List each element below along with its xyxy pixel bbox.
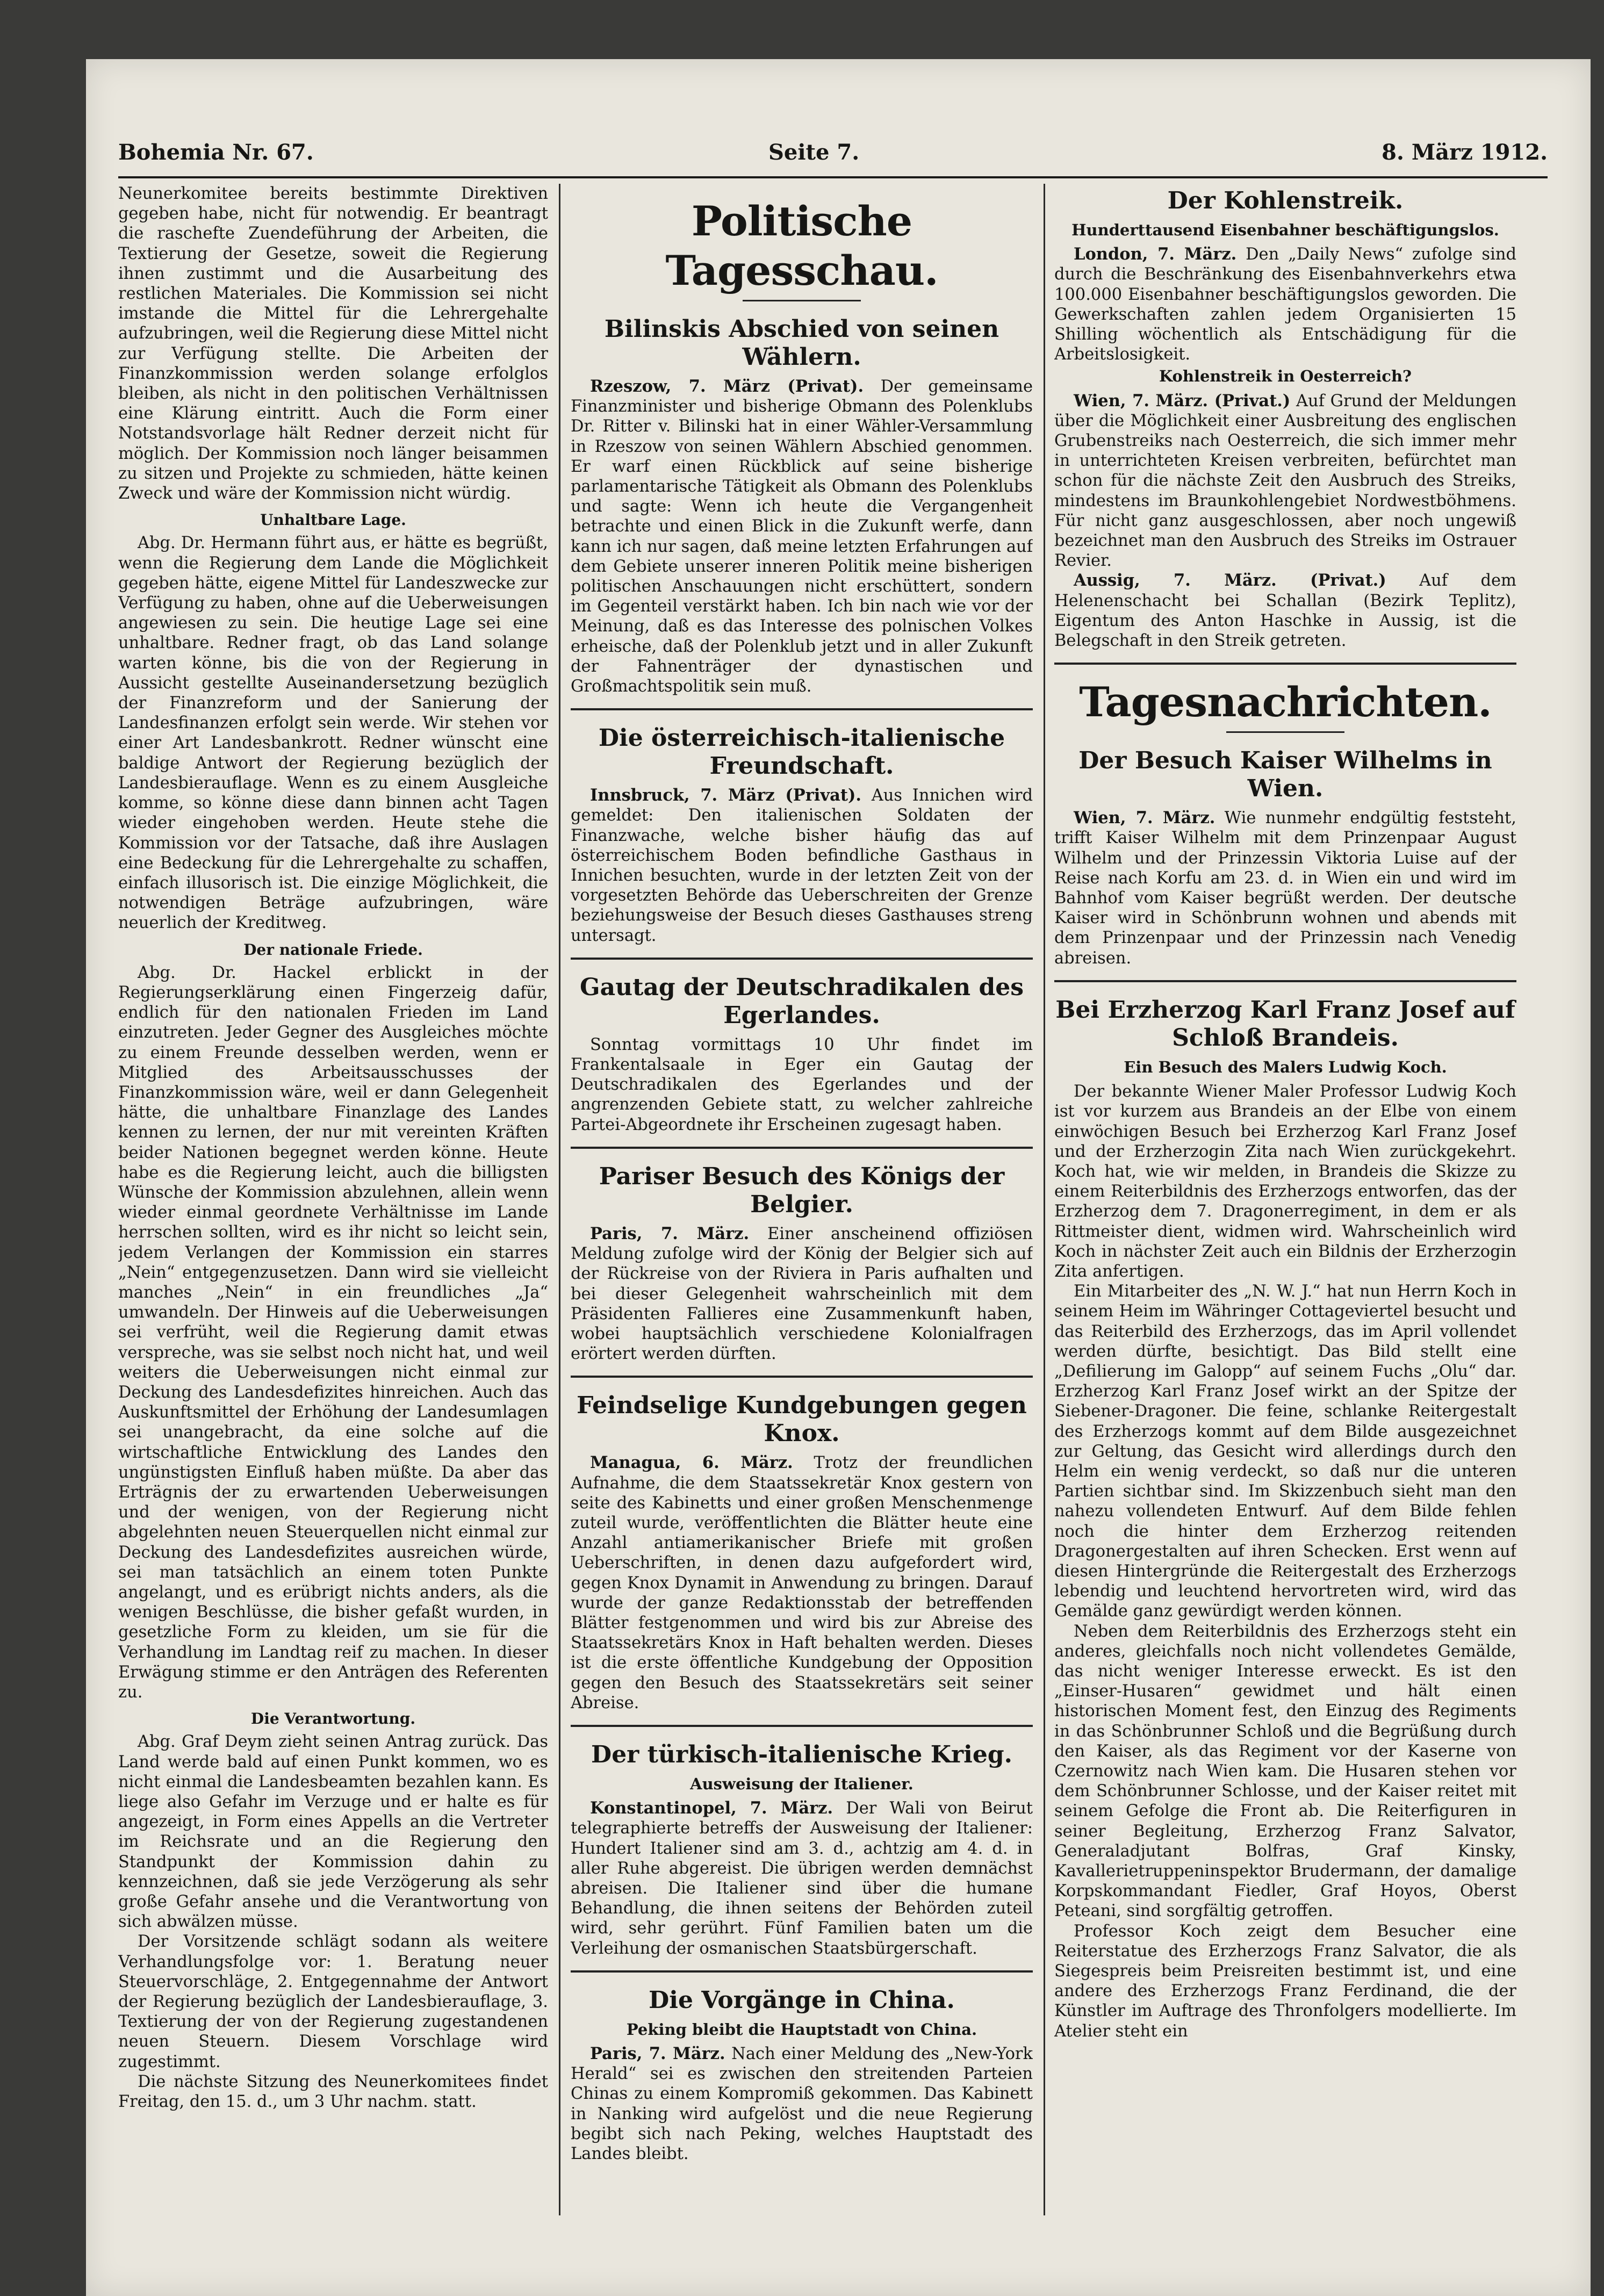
section-title: Tagesnachrichten. bbox=[1079, 678, 1492, 726]
column-middle bbox=[571, 184, 1033, 2215]
section-subheading: Der nationale Friede. bbox=[243, 940, 423, 959]
article-headline: Die österreichisch-italienische Freundschaft. bbox=[598, 724, 1005, 780]
article-rule bbox=[571, 1376, 1033, 1378]
article-text: Sonntag vormittags 10 Uhr findet im Frankentalsaale in Eger ein Gautag der Deutschradikalen des Egerlandes und der angrenzenden Gebiete statt, zu welcher zahlreiche Partei-Abgeordnete ihr Erscheinen zugesagt haben. bbox=[571, 1035, 1033, 1134]
article-headline: Der Besuch Kaiser Wilhelms in Wien. bbox=[1078, 747, 1492, 803]
issue-date: 8. März 1912. bbox=[1382, 140, 1548, 165]
paragraph: Der bekannte Wiener Maler Professor Ludwig Koch ist vor kurzem aus Brandeis an der Elbe von einem einwöchigen Besuch bei Erzherzog Karl Franz Josef und der Erzherzogin Zita nach Wien zurückgekehrt. Koch hat, wie wir melden, in Brandeis die Skizze zu einem Reiterbildnis des Erzherzogs entworfen, das der Erzherzog dem 7. Dragonerregiment, in dem er als Rittmeister dient, widmen wird. Wahrscheinlich wird Koch in nächster Zeit auch ein Bildnis der Erzherzogin Zita anfertigen. bbox=[1054, 1082, 1516, 1281]
article-text: Aus Innichen wird gemeldet: Den italienischen Soldaten der Finanzwache, welche bisher häufig das auf österreichischem Boden befindliche Gasthaus in Innichen besuchten, wurde in der letzten Zeit von der vorgesetzten Behörde das Ueberschreiten der Grenze beziehungsweise der Besuch dieses Gasthauses streng untersagt. bbox=[571, 786, 1033, 945]
paragraph: Die nächste Sitzung des Neunerkomitees findet Freitag, den 15. d., um 3 Uhr nachm. statt. bbox=[118, 2072, 548, 2112]
newspaper-page bbox=[86, 59, 1591, 2296]
dateline: Konstantinopel, 7. März. bbox=[590, 1798, 833, 1818]
article-text: Der Wali von Beirut telegraphierte betreffs der Ausweisung der Italiener: Hundert Italiener sind am 3. d., achtzig am 4. d. in aller Ruhe abgereist. Die übrigen werden demnächst abreisen. Die Italiener sind über die humane Behandlung, die ihnen seitens der Behörden zuteil wird, sehr gerührt. Fünf Familien baten um die Verleihung der osmanischen Staatsbürgerschaft. bbox=[571, 1799, 1033, 1958]
paragraph: Abg. Dr. Hermann führt aus, er hätte es begrüßt, wenn die Regierung dem Lande die Möglichkeit gegeben hätte, eigene Mittel für Landeszwecke zur Verfügung zu haben, ohne auf die Ueberweisungen angewiesen zu sein. Die heutige Lage sei eine unhaltbare. Redner fragt, ob das Land solange warten könne, bis die von der Regierung in Aussicht gestellte Auseinandersetzung bezüglich der Finanzreform und der Sanierung der Landesfinanzen erfolgt sein werde. Wir stehen vor einer Art Landesbankrott. Redner wünscht eine baldige Antwort der Regierung bezüglich der Landesbierauflage. Wenn es zu einem Ausgleiche komme, so könne diese dann binnen acht Tagen wieder eingehoben werden. Heute stehe die Kommission vor der Tatsache, daß ihre Auslagen eine Bedeckung für die Lehrergehalte zu schaffen, einfach illusorisch ist. Die einzige Möglichkeit, die notwendigen Beträge aufzubringen, wäre neuerlich der Kreditweg. bbox=[118, 534, 548, 933]
dateline: Aussig, 7. März. (Privat.) bbox=[1074, 571, 1386, 591]
title-rule bbox=[1226, 731, 1344, 733]
column-divider bbox=[559, 184, 560, 2215]
article-headline: Bei Erzherzog Karl Franz Josef auf Schloß Brandeis. bbox=[1055, 996, 1515, 1052]
title-rule bbox=[743, 300, 861, 301]
paragraph: Abg. Dr. Hackel erblickt in der Regierungserklärung einen Fingerzeig dafür, endlich für den nationalen Frieden im Land einzutreten. Jeder Gegner des Ausgleiches möchte zu einem Freunde desselben werden, wenn er Mitglied des Arbeitsausschusses der Finanzkommission wäre, weil er dann Gelegenheit hätte, die unhaltbare Finanzlage des Landes kennen zu lernen, der nur mit vereinten Kräften beider Nationen begegnet werden könne. Heute habe es die Regierung leicht, auch die billigsten Wünsche der Kommission abzulehnen, allein wenn wieder einmal geordnete Verhältnisse im Lande herrschen sollten, wird es ihr nicht so leicht sein, jedem Verlangen der Kommission ein starres „Nein“ entgegenzusetzen. Dann wird sie vielleicht manches „Nein“ in ein freundliches „Ja“ umwandeln. Der Hinweis auf die Ueberweisungen sei verfrüht, weil die Regierung damit etwas verspreche, was sie selbst noch nicht hat, und weil weiters die Ueberweisungen nicht einmal zur Deckung des Landesdefizites hinreichen. Auch das Auskunftsmittel der Erhöhung der Landesumlagen sei unangebracht, da eine solche auf die wirtschaftliche Entwicklung des Landes den ungünstigsten Einfluß haben müßte. Da aber das Erträgnis der zu erwartenden Ueberweisungen und der wenigen, von der Regierung nicht abgelehnten neuen Steuerquellen nicht einmal zur Deckung des Landesdefizites ausreichen würde, sei man tatsächlich an einem toten Punkte angelangt, und es erübrigt nichts anders, als die wenigen Beschlüsse, die bisher gefaßt wurden, in gesetzliche Form zu kleiden, um sie für die Verhandlung im Landtag reif zu machen. In dieser Erwägung stimme er den Anträgen des Referenten zu. bbox=[118, 963, 548, 1702]
paragraph: Abg. Graf Deym zieht seinen Antrag zurück. Das Land werde bald auf einen Punkt kommen, wo es nicht einmal die Landesbeamten bezahlen kann. Es liege also Gefahr im Verzuge und er halte es für angezeigt, in Form eines Appells an die Vertreter im Reichsrate und an die Regierung den Standpunkt der Kommission dahin zu kennzeichnen, daß sie jede Verzögerung als sehr große Gefahr ansehe und die Verantwortung von sich abwälzen müsse. bbox=[118, 1732, 548, 1932]
article-headline: Feindselige Kundgebungen gegen Knox. bbox=[577, 1392, 1027, 1448]
article-rule bbox=[571, 1147, 1033, 1149]
article-subheading: Peking bleibt die Hauptstadt von China. bbox=[626, 2020, 977, 2039]
article-headline: Pariser Besuch des Königs der Belgier. bbox=[599, 1162, 1005, 1218]
paragraph: Ein Mitarbeiter des „N. W. J.“ hat nun Herrn Koch in seinem Heim im Währinger Cottageviertel besucht und das Reiterbild des Erzherzogs, das im April vollendet werden dürfte, besichtigt. Das Bild stellt eine „Defilierung im Galopp“ auf seinem Fuchs „Olu“ dar. Erzherzog Karl Franz Josef wirkt an der Spitze der Siebener-Dragoner. Die feine, schlanke Reitergestalt des Erzherzogs kommt auf dem Bilde ausgezeichnet zur Geltung, das Gesicht wird allerdings durch den Helm ein wenig verdeckt, so daß nur die unteren Partien sichtbar sind. Im Skizzenbuch sieht man den nahezu vollendeten Entwurf. Auf dem Bilde fehlen noch die hinter dem Erzherzog reitenden Dragonergestalten auf ihren Schecken. Erst wenn auf diesen Hintergründe die Reitergestalt des Erzherzogs lebendig und leuchtend hervortreten wird, wird das Gemälde ganz gewürdigt werden können. bbox=[1054, 1282, 1516, 1621]
dateline: Wien, 7. März. bbox=[1074, 808, 1215, 828]
dateline: London, 7. März. bbox=[1074, 244, 1237, 264]
paragraph: Neunerkomitee bereits bestimmte Direktiven gegeben habe, nicht für notwendig. Er beantragt die raschefte Zuendeführung der Arbeiten, die Textierung der Gesetze, soweit die Regierung ihnen zustimmt und die Ausarbeitung des restlichen Materiales. Die Kommission sei nicht imstande die Mittel für die Lehrergehalte aufzubringen, weil die Regierung diese Mittel nicht zur Verfügung stellte. Die Arbeiten der Finanzkommission werden solange erfolglos bleiben, als nicht in den politischen Verhältnissen eine Klärung eintritt. Auch die Form einer Notstandsvorlage hält Redner derzeit nicht für möglich. Der Kommission noch länger beisammen zu sitzen und Projekte zu schmieden, hätte keinen Zweck und wäre der Kommission nicht würdig. bbox=[118, 184, 548, 503]
article-text: Der gemeinsame Finanzminister und bisherige Obmann des Polenklubs Dr. Ritter v. Bilinski hat in einer Wähler-Versammlung in Rzeszow von seinen Wählern Abschied genommen. Er warf einen Rückblick auf seine bisherige parlamentarische Tätigkeit als Obmann des Polenklubs und sagte: Wenn ich heute die Vergangenheit betrachte und einen Blick in die Zukunft werfe, dann kann ich nur sagen, daß meine letzten Erfahrungen auf dem Gebiete unserer inneren Politik meine bisherigen politischen Anschauungen nicht erschüttert, sondern im Gegenteil verstärkt haben. Ich bin nach wie vor der Meinung, daß es das Interesse des polnischen Volkes erheische, daß der Polenklub jetzt und in aller Zukunft der Fahnenträger der dynastischen und Großmachtspolitik sein muß. bbox=[571, 377, 1033, 696]
column-divider bbox=[1044, 184, 1045, 2215]
article-headline: Der Kohlenstreik. bbox=[1167, 187, 1404, 214]
article-subheading: Kohlenstreik in Oesterreich? bbox=[1159, 367, 1412, 386]
section-subheading: Unhaltbare Lage. bbox=[260, 511, 406, 529]
column-left bbox=[118, 184, 548, 2215]
article-text: Auf Grund der Meldungen über die Möglichkeit einer Ausbreitung des englischen Grubenstreiks nach Oesterreich, die sich immer mehr in unterrichteten Kreisen verbreiten, befürchtet man schon für die nächste Zeit den Ausbruch des Streiks, mindestens im Braunkohlengebiet Nordwestböhmens. Für nicht ganz ausgeschlossen, aber noch ungewiß bezeichnet man den Ausbruch des Streiks im Ostrauer Revier. bbox=[1054, 391, 1516, 571]
article-headline: Der türkisch-italienische Krieg. bbox=[591, 1740, 1012, 1768]
section-subheading: Die Verantwortung. bbox=[250, 1710, 416, 1728]
article-rule bbox=[1054, 980, 1516, 982]
dateline: Paris, 7. März. bbox=[590, 2043, 725, 2063]
column-right bbox=[1054, 184, 1516, 2215]
page-number: Seite 7. bbox=[768, 140, 860, 165]
article-text: Den „Daily News“ zufolge sind durch die Beschränkung des Eisenbahnverkehrs etwa 100.000 Eisenbahner beschäftigungslos geworden. Die Gewerkschaften zahlen jedem Organisierten 15 Shilling wöchentlich als Entschädigung für die Arbeitslosigkeit. bbox=[1054, 245, 1516, 364]
article-rule bbox=[571, 1970, 1033, 1973]
article-headline: Bilinskis Abschied von seinen Wählern. bbox=[604, 315, 999, 371]
article-rule bbox=[1054, 663, 1516, 665]
article-text: Einer anscheinend offiziösen Meldung zufolge wird der König der Belgier sich auf der Rückreise von der Riviera in Paris aufhalten und bei dieser Gelegenheit wahrscheinlich mit dem Präsidenten Fallieres eine Zusammenkunft haben, wobei hauptsächlich verschiedene Kolonialfragen erörtert werden dürften. bbox=[571, 1224, 1033, 1364]
dateline: Rzeszow, 7. März (Privat). bbox=[590, 377, 864, 396]
dateline: Managua, 6. März. bbox=[590, 1453, 793, 1473]
header-rule bbox=[118, 176, 1548, 178]
article-text: Nach einer Meldung des „New-York Herald“ sei es zwischen den streitenden Parteien Chinas zu einem Kompromiß gekommen. Das Kabinett in Nanking wird aufgelöst und die neue Regierung begibt sich nach Peking, welches Hauptstadt des Landes bleibt. bbox=[571, 2044, 1033, 2163]
dateline: Paris, 7. März. bbox=[590, 1223, 750, 1243]
article-subheading: Ausweisung der Italiener. bbox=[690, 1774, 914, 1793]
article-text: Wie nunmehr endgültig feststeht, trifft Kaiser Wilhelm mit dem Prinzenpaar August Wilhelm und der Prinzessin Viktoria Luise auf der Reise nach Korfu am 23. d. in Wien ein und wird im Bahnhof vom Kaiser begrüßt werden. Der deutsche Kaiser wird in Schönbrunn wohnen und abends mit dem Prinzenpaar und der Prinzessin nach Venedig abreisen. bbox=[1054, 809, 1516, 968]
paragraph: Professor Koch zeigt dem Besucher eine Reiterstatue des Erzherzogs Franz Salvator, die als Siegespreis beim Preisreiten bestimmt ist, und eine andere des Erzherzogs Franz Ferdinand, die der Künstler im Auftrage des Thronfolgers modellierte. Im Atelier steht ein bbox=[1054, 1921, 1516, 2041]
article-rule bbox=[571, 1725, 1033, 1727]
article-text: Auf dem Helenenschacht bei Schallan (Bezirk Teplitz), Eigentum des Anton Haschke in Aussig, ist die Belegschaft in den Streik getreten. bbox=[1054, 571, 1516, 651]
section-title: Politische Tagesschau. bbox=[665, 197, 938, 294]
article-subheading: Ein Besuch des Malers Ludwig Koch. bbox=[1124, 1057, 1447, 1076]
page-header bbox=[118, 140, 1548, 177]
article-rule bbox=[571, 958, 1033, 960]
dateline: Wien, 7. März. (Privat.) bbox=[1074, 391, 1291, 411]
article-subheading: Hunderttausend Eisenbahner beschäftigungslos. bbox=[1071, 221, 1499, 239]
paragraph: Neben dem Reiterbildnis des Erzherzogs steht ein anderes, gleichfalls noch nicht vollendetes Gemälde, das nicht weniger Interesse erweckt. Es ist den „Einser-Husaren“ gewidmet und hält einen historischen Moment fest, den Einzug des Regiments in das Schönbrunner Schloß und die Begrüßung durch den Kaiser, als das Regiment vor der Kaserne von Czernowitz nach Wien kam. Die Husaren stehen vor dem Schönbrunner Schlosse, und der Kaiser reitet mit seinem Gefolge die Front ab. Die Reiterfiguren in seiner Begleitung, Erzherzog Franz Salvator, Generaladjutant Bolfras, Graf Kinsky, Kavallerietruppeninspektor Brudermann, der damalige Korpskommandant Fiedler, Graf Hoyos, Oberst Peteani, sind sorgfältig getroffen. bbox=[1054, 1622, 1516, 1921]
article-headline: Die Vorgänge in China. bbox=[649, 1986, 955, 2014]
dateline: Innsbruck, 7. März (Privat). bbox=[590, 786, 862, 805]
article-headline: Gautag der Deutschradikalen des Egerlandes. bbox=[580, 973, 1024, 1029]
article-text: Trotz der freundlichen Aufnahme, die dem Staatssekretär Knox gestern von seite des Kabinetts und einer großen Menschenmenge zuteil wurde, veröffentlichten die Blätter heute eine Anzahl antiamerikanischer Briefe mit großen Ueberschriften, in denen dazu aufgefordert wird, gegen Knox Dynamit in Anwendung zu bringen. Darauf wurde der ganze Redaktionsstab der betreffenden Blätter festgenommen und wird bis zur Abreise des Staatssekretärs Knox in Haft behalten werden. Dieses ist die erste öffentliche Kundgebung der Opposition gegen den Besuch des Staatssekretärs seit seiner Abreise. bbox=[571, 1453, 1033, 1712]
article-rule bbox=[571, 708, 1033, 710]
masthead-issue: Bohemia Nr. 67. bbox=[118, 140, 314, 165]
paragraph: Der Vorsitzende schlägt sodann als weitere Verhandlungsfolge vor: 1. Beratung neuer Steuervorschläge, 2. Entgegennahme der Antwort der Regierung bezüglich der Landesbierauflage, 3. Textierung der von der Regierung zugestandenen neuen Steuern. Diesem Vorschlage wird zugestimmt. bbox=[118, 1932, 548, 2071]
